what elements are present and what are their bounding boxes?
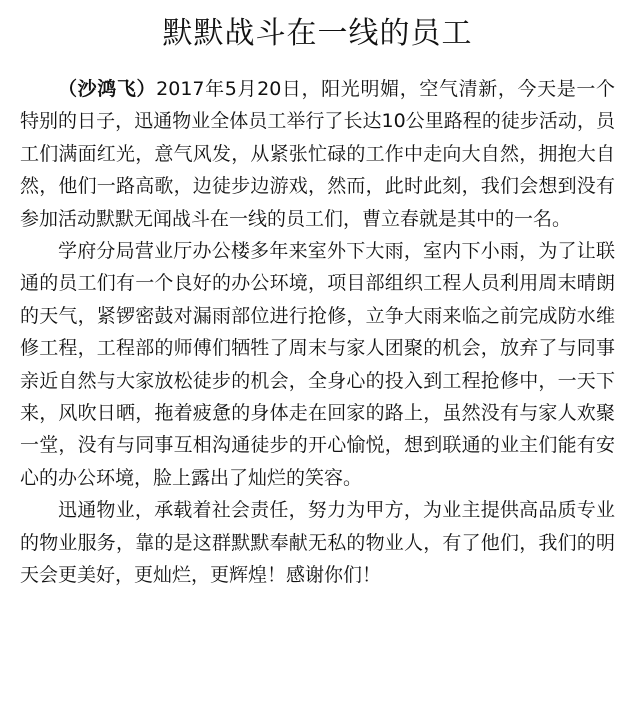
- paragraph-3: 迅通物业，承载着社会责任，努力为甲方，为业主提供高品质专业的物业服务，靠的是这群默默奉献无私的物业人，有了他们，我们的明天会更美好，更灿烂，更辉煌！感谢你们！: [20, 499, 615, 587]
- article-title: 默默战斗在一线的员工: [162, 16, 473, 51]
- paragraph-1-text: 2017年5月20日，阳光明媚，空气清新，今天是一个特别的日子，迅通物业全体员工举行了长达10公里路程的徒步活动，员工们满面红光，意气风发，从紧张忙碌的工作中走向大自然，拥抱大自然，他们一路高歌，边徒步边游戏，然而，此时此刻，我们会想到没有参加活动默默无闻战斗在一线的员工们，曹立春就是其中的一名。: [20, 78, 615, 230]
- paragraph-2: 学府分局营业厅办公楼多年来室外下大雨，室内下小雨，为了让联通的员工们有一个良好的办公环境，项目部组织工程人员利用周末晴朗的天气，紧锣密鼓对漏雨部位进行抢修，立争大雨来临之前完成防水维修工程，工程部的师傅们牺牲了周末与家人团聚的机会，放弃了与同事亲近自然与大家放松徒步的机会，全身心的投入到工程抢修中，一天下来，风吹日晒，拖着疲惫的身体走在回家的路上，虽然没有与家人欢聚一堂，没有与同事互相沟通徒步的开心愉悦，想到联通的业主们能有安心的办公环境，脸上露出了灿烂的笑容。: [20, 240, 615, 489]
- author-byline: （沙鸿飞）: [58, 78, 157, 100]
- paragraph-1: [20, 73, 615, 235]
